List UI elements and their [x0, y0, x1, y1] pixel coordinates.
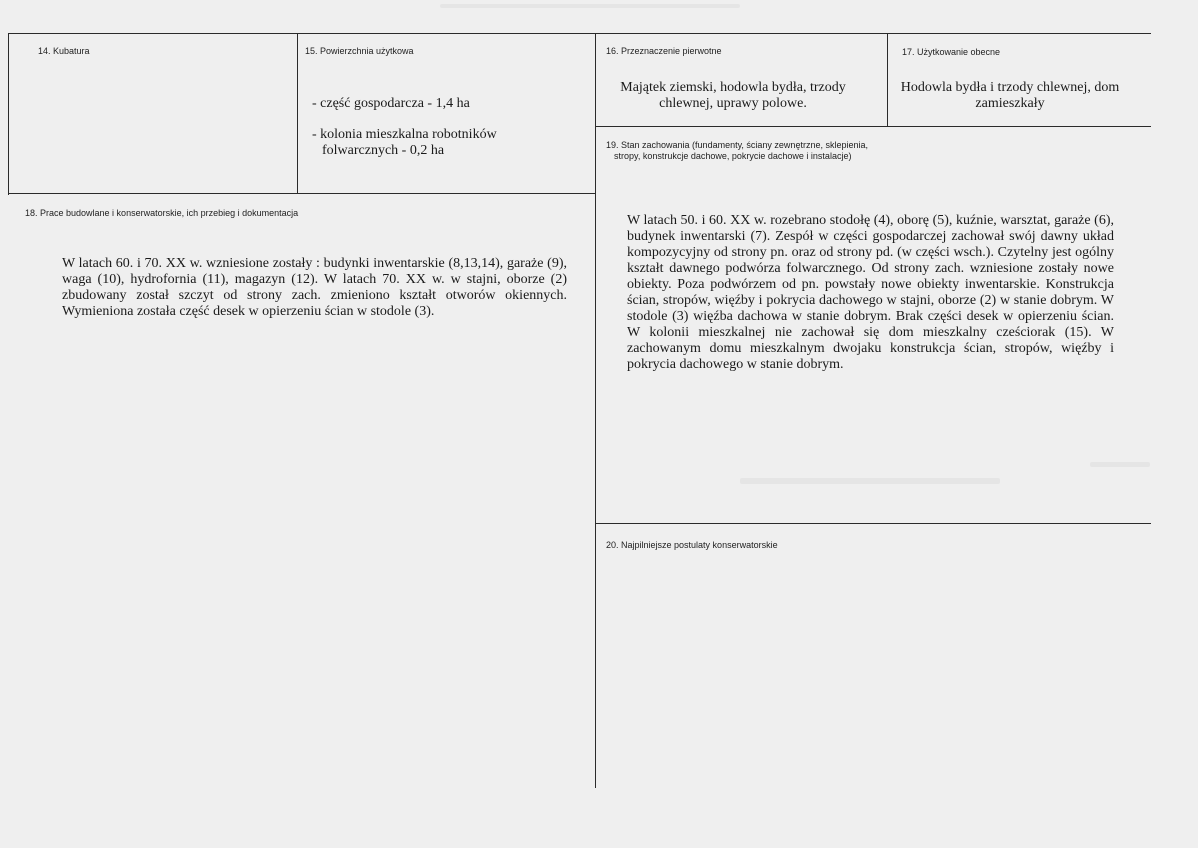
row-divider-right-top	[595, 126, 1151, 127]
scan-smudge	[740, 478, 1000, 484]
section-19-label-line2: stropy, konstrukcje dachowe, pokrycie dachowe i instalacje)	[614, 151, 852, 161]
section-17-text: Hodowla bydła i trzody chlewnej, dom zamieszkały	[900, 80, 1120, 111]
center-divider	[595, 33, 596, 788]
scan-smudge	[1090, 462, 1150, 467]
left-border	[8, 33, 9, 195]
section-15-item: - kolonia mieszkalna robotników folwarcznych - 0,2 ha	[312, 127, 497, 158]
section-20-label: 20. Najpilniejsze postulaty konserwatorskie	[606, 540, 778, 550]
section-14-label: 14. Kubatura	[38, 46, 90, 56]
row-divider-right-bottom	[595, 523, 1151, 524]
row-divider-left	[8, 193, 596, 194]
top-border	[8, 33, 1151, 34]
section-18-text: W latach 60. i 70. XX w. wzniesione zostały : budynki inwentarskie (8,13,14), garaże (9), waga (10), hydrofornia (11), magazyn (12). W latach 70. XX w. w stajni, oborze (2) zbudowany został szczyt od strony zach. zmieniono kształt otworów okiennych. Wymieniona została część desek w opierzeniu ścian w stodole (3).	[62, 256, 567, 319]
section-15-item: - część gospodarcza - 1,4 ha	[312, 96, 470, 111]
divider-14-15	[297, 33, 298, 193]
section-18-label: 18. Prace budowlane i konserwatorskie, ich przebieg i dokumentacja	[25, 208, 299, 218]
divider-16-17	[887, 33, 888, 126]
section-17-label: 17. Użytkowanie obecne	[902, 47, 1001, 57]
section-16-text: Majątek ziemski, hodowla bydła, trzody chlewnej, uprawy polowe.	[620, 80, 846, 111]
section-19-text: W latach 50. i 60. XX w. rozebrano stodołę (4), oborę (5), kuźnie, warsztat, garaże (6), budynek inwentarski (7). Zespół w części gospodarczej zachował swój dawny układ kompozycyjny od strony pn. oraz od strony pd. (w części wsch.). Czytelny jest ogólny kształt dawnego podwórza folwarcznego. Od strony zach. wzniesione zostały nowe obiekty. Poza podwórzem od pn. powstały nowe obiekty inwentarskie. Konstrukcja ścian, stropów, więźby i pokrycia dachowego w stajni, oborze (2) w stanie dobrym. W stodole (3) więźba dachowa w stanie dobrym. Brak części desek w opierzeniu ścian. W kolonii mieszkalnej nie zachował się dom mieszkalny cześciorak (15). W zachowanym domu mieszkalnym dwojaku konstrukcja ścian, stropów, więźby i pokrycia dachowego w stanie dobrym.	[627, 213, 1114, 372]
scan-smudge	[440, 4, 740, 8]
section-19-label-line1: 19. Stan zachowania (fundamenty, ściany zewnętrzne, sklepienia,	[606, 140, 868, 150]
section-15-label: 15. Powierzchnia użytkowa	[305, 46, 414, 56]
section-16-label: 16. Przeznaczenie pierwotne	[606, 46, 722, 56]
